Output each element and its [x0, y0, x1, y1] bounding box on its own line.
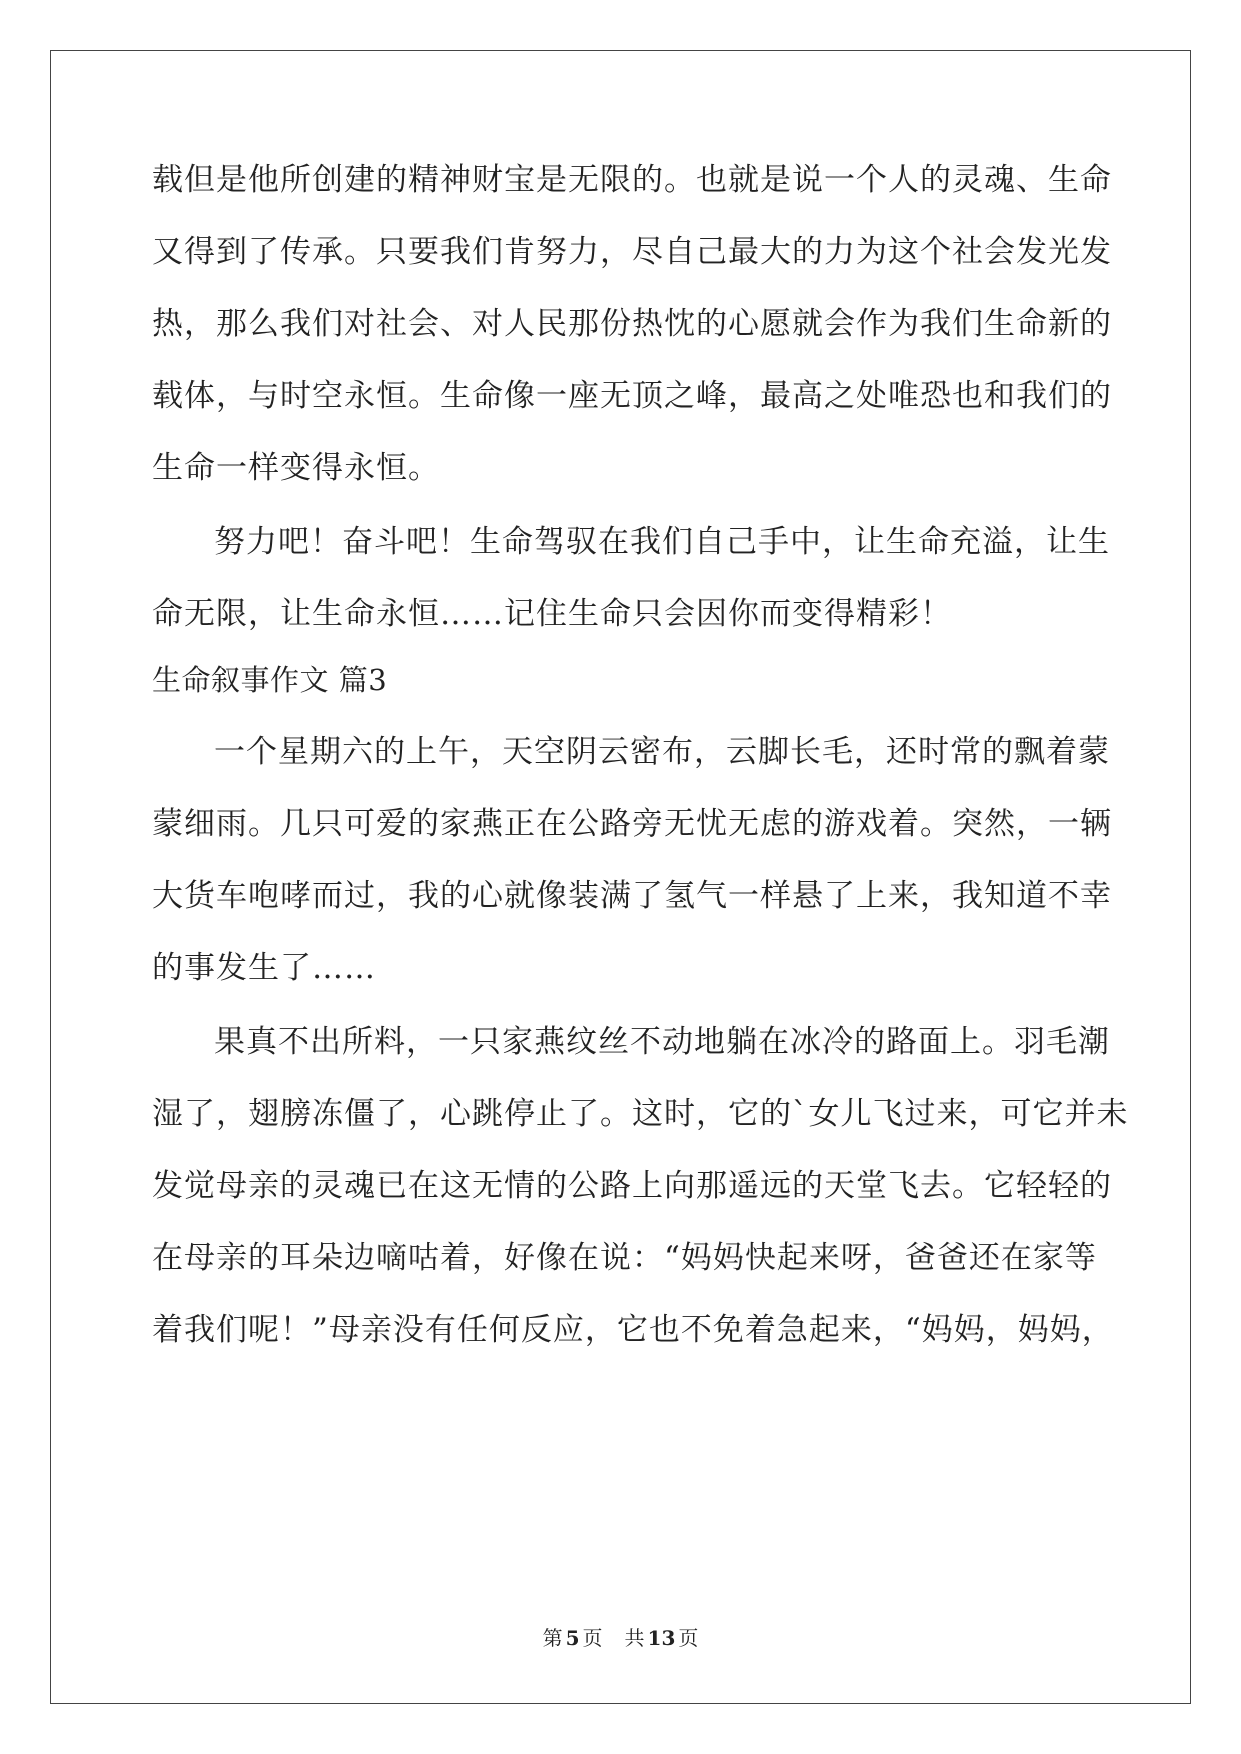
text-line-4: 载体，与时空永恒。生命像一座无顶之峰，最高之处唯恐也和我们的	[152, 378, 1112, 414]
text-line-14: 湿了，翅膀冻僵了，心跳停止了。这时，它的`女儿飞过来，可它并未	[152, 1096, 1129, 1132]
text-line-11: 大货车咆哮而过，我的心就像装满了氢气一样悬了上来，我知道不幸	[152, 878, 1112, 914]
text-line-15: 发觉母亲的灵魂已在这无情的公路上向那遥远的天堂飞去。它轻轻的	[152, 1168, 1112, 1204]
text-line-9: 一个星期六的上午，天空阴云密布，云脚长毛，还时常的飘着蒙	[214, 734, 1110, 770]
total-suffix: 页	[678, 1626, 699, 1650]
text-line-2: 又得到了传承。只要我们肯努力，尽自己最大的力为这个社会发光发	[152, 234, 1112, 270]
text-line-13: 果真不出所料，一只家燕纹丝不动地躺在冰冷的路面上。羽毛潮	[214, 1024, 1110, 1060]
text-line-16: 在母亲的耳朵边嘀咕着，好像在说：“妈妈快起来呀，爸爸还在家等	[152, 1240, 1097, 1276]
total-prefix: 共	[624, 1626, 645, 1650]
page-number: 5	[565, 1626, 580, 1650]
text-line-1: 载但是他所创建的精神财宝是无限的。也就是说一个人的灵魂、生命	[152, 162, 1112, 198]
text-line-6: 努力吧！奋斗吧！生命驾驭在我们自己手中，让生命充溢，让生	[214, 524, 1110, 560]
page-footer	[0, 1626, 1241, 1650]
text-line-12: 的事发生了……	[152, 950, 376, 986]
section-heading: 生命叙事作文 篇3	[152, 663, 388, 697]
text-line-10: 蒙细雨。几只可爱的家燕正在公路旁无忧无虑的游戏着。突然，一辆	[152, 806, 1112, 842]
text-line-17: 着我们呢！”母亲没有任何反应，它也不免着急起来，“妈妈，妈妈，	[152, 1312, 1114, 1348]
total-pages: 13	[647, 1626, 676, 1650]
text-line-3: 热，那么我们对社会、对人民那份热忱的心愿就会作为我们生命新的	[152, 306, 1112, 342]
text-line-7: 命无限，让生命永恒……记住生命只会因你而变得精彩！	[152, 596, 952, 632]
page-suffix: 页	[582, 1626, 603, 1650]
text-line-5: 生命一样变得永恒。	[152, 450, 440, 486]
page-prefix: 第	[542, 1626, 563, 1650]
